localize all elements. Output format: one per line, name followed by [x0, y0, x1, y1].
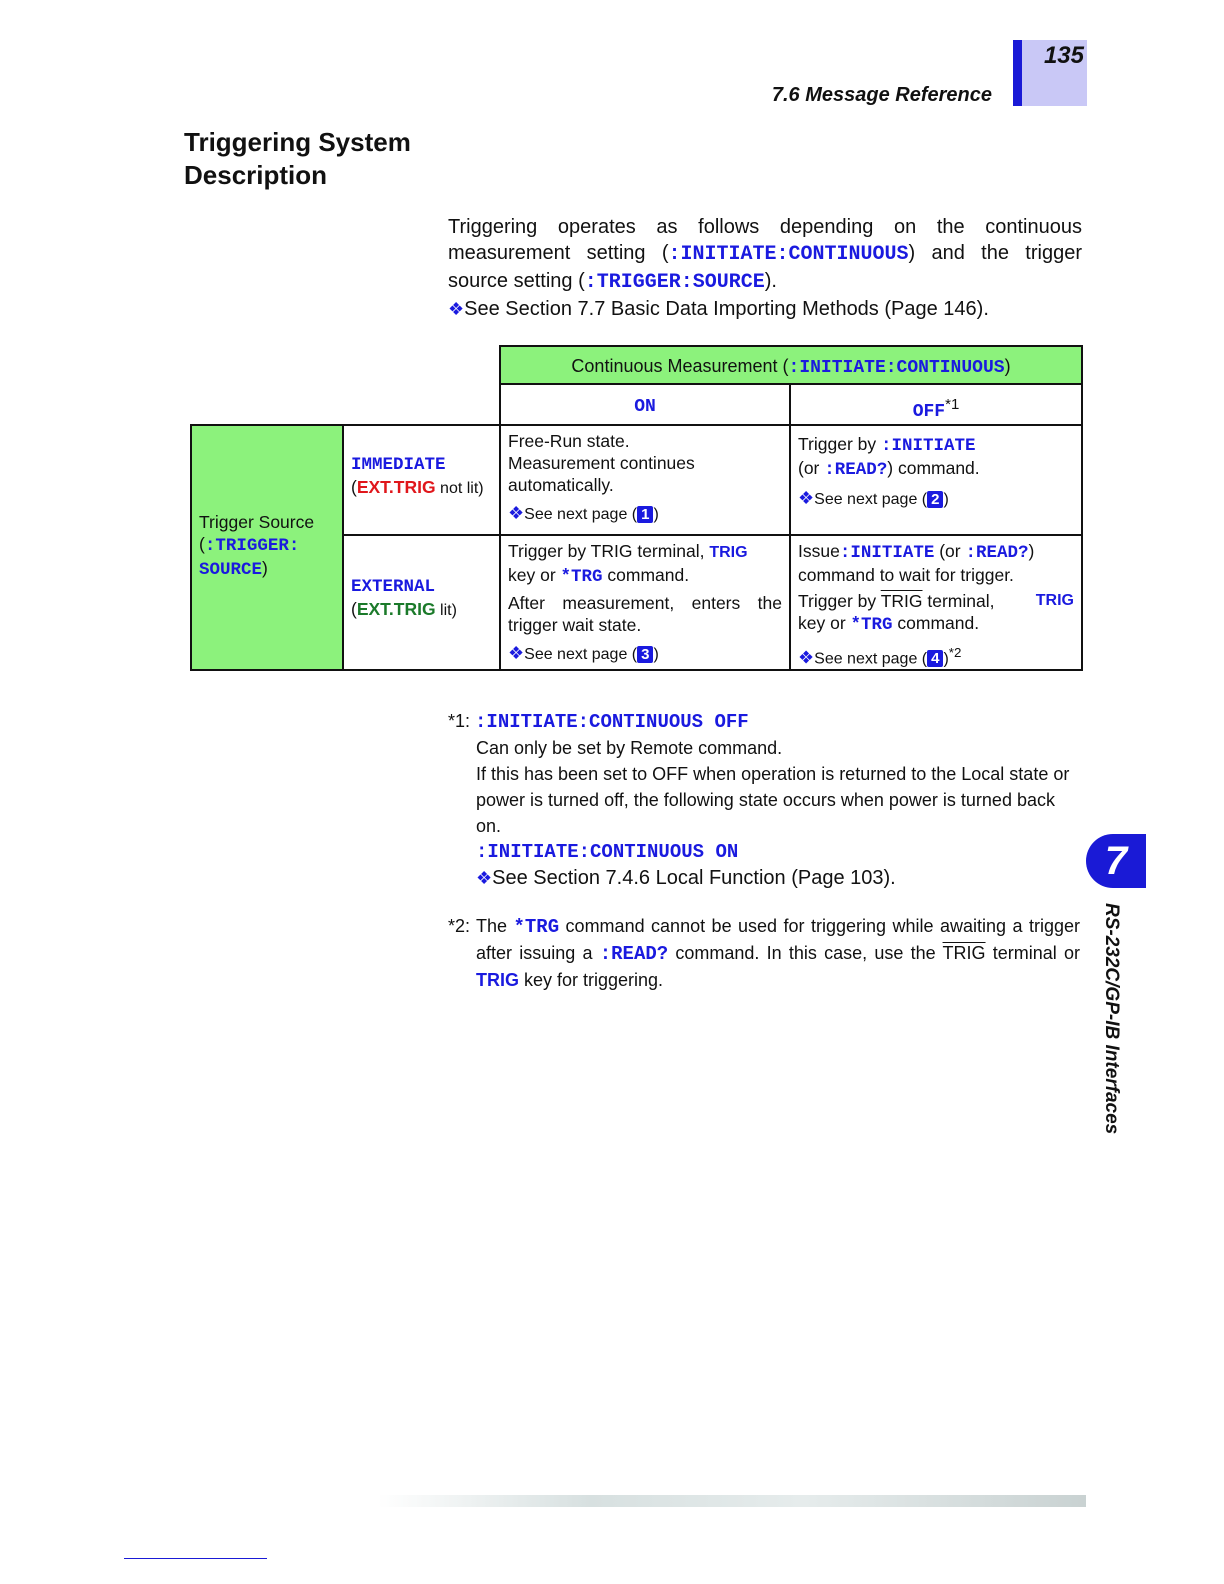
immediate-lamp-state — [351, 476, 492, 500]
trig-key-label: TRIG — [1035, 592, 1074, 609]
trigger-source-label: Trigger Source — [199, 512, 315, 532]
ext-on-line3: After measurement, enters the — [508, 593, 782, 613]
ext-on-line4: trigger wait state. — [508, 615, 642, 635]
page-ref-badge: 4 — [927, 650, 943, 667]
ts-open: ( — [199, 534, 205, 554]
immediate-row-header — [342, 424, 501, 536]
ext-off-l1a: Issue — [798, 541, 840, 561]
ext-off-l1e: ) — [1028, 541, 1035, 561]
trigger-source-cmd-line2 — [199, 557, 335, 581]
note-1-cmd: :INITIATE:CONTINUOUS OFF — [475, 711, 749, 733]
imm-off-line2 — [798, 457, 1074, 481]
paren-close: ) — [653, 646, 659, 663]
reference-bullet-icon: ❖ — [798, 488, 815, 508]
ext-off-l4c: command. — [892, 613, 980, 633]
intro-text — [448, 214, 1082, 322]
trigger-source-header — [190, 424, 344, 671]
see-label: See next page ( — [524, 646, 638, 663]
footer-line — [124, 1558, 267, 1559]
ext-on-l1a: Trigger by TRIG terminal, — [508, 541, 710, 561]
see-next-page-4 — [798, 642, 1074, 670]
ext-off-l4b: *TRG — [850, 615, 893, 635]
note-1-line2: If this has been set to OFF when operation is returned to the Local state or power is turned off, the following state occurs when power is turned back on. — [476, 764, 1070, 836]
intro-paragraph — [448, 214, 1082, 296]
ext-off-l3a: Trigger by — [798, 591, 881, 611]
external-row-header — [342, 534, 501, 671]
ext-trig-lamp-label: EXT.TRIG — [356, 599, 436, 619]
section-header: 7.6 Message Reference — [771, 84, 992, 106]
note-2-m1: *TRG — [513, 916, 560, 938]
page-ref-badge: 3 — [637, 646, 653, 663]
intro-text-1: Triggering operates as follows depending on the continuous measurement setting ( — [448, 216, 1082, 264]
section-title-line2: Description — [184, 160, 328, 190]
cm-cmd: :INITIATE:CONTINUOUS — [788, 358, 1005, 378]
imm-off-l2c: ) command. — [887, 458, 980, 478]
note-2-label: *2: — [448, 916, 471, 936]
paren-close: ) — [943, 491, 949, 508]
trigger-table — [190, 345, 1083, 671]
ext-off-l4a: key or — [798, 613, 851, 633]
ext-off-l1b: :INITIATE — [839, 543, 935, 563]
note-1-label: *1: — [448, 711, 476, 731]
imm-on-line2: Measurement continues — [508, 453, 695, 473]
see-next-page-2 — [798, 487, 1074, 511]
external-lamp-state — [351, 598, 492, 622]
trig-key-label: TRIG — [476, 970, 519, 990]
chapter-label: RS-232C/GP-IB Interfaces — [1101, 903, 1122, 1135]
page-number: 135 — [1043, 42, 1084, 69]
note-2-t3: command. In this case, use the — [668, 943, 943, 963]
intro-text-3: ). — [764, 270, 777, 292]
ext-off-line1 — [798, 540, 1074, 564]
note-2-t6: key for triggering. — [519, 970, 664, 990]
note-2-m2: :READ? — [599, 943, 669, 965]
footer-decoration — [378, 1495, 1086, 1507]
ext-off-line3 — [798, 590, 1074, 612]
note-2-t5: terminal or — [985, 943, 1081, 963]
ext-off-l3c: terminal, — [922, 591, 995, 611]
external-on-cell — [499, 534, 791, 671]
intro-text-2: ) and the trigger source setting ( — [448, 242, 1082, 292]
cm-label: Continuous Measurement ( — [571, 356, 789, 376]
ts-cmd2: SOURCE — [199, 560, 263, 580]
on-label: ON — [634, 397, 656, 417]
footnote-mark-2: *2 — [948, 645, 962, 660]
see-next-page-3 — [508, 642, 782, 666]
ext-on-l2c: command. — [602, 565, 690, 585]
ext-on-l2a: key or — [508, 565, 561, 585]
see-next-page-1 — [508, 502, 782, 526]
trig-terminal-label: TRIG — [942, 943, 986, 963]
note-1-see-text: See Section 7.4.6 Local Function (Page 103). — [492, 867, 896, 889]
see-label: See next page ( — [524, 506, 638, 523]
trig-key-label: TRIG — [709, 544, 748, 561]
ext-off-l1c: (or — [934, 541, 966, 561]
imm-on-line1: Free-Run state. — [508, 431, 630, 451]
imm-off-line1 — [798, 433, 1074, 457]
reference-bullet-icon: ❖ — [508, 503, 525, 523]
note-2 — [448, 913, 1080, 993]
paren-close: ) — [653, 506, 659, 523]
ts-close: ) — [262, 558, 268, 578]
ext-off-line4 — [798, 612, 1074, 636]
off-label: OFF — [912, 402, 946, 422]
ext-off-line2: command to wait for trigger. — [798, 565, 1014, 585]
ext-on-line2 — [508, 564, 782, 588]
section-title-line1: Triggering System — [184, 127, 411, 157]
cm-close: ) — [1004, 356, 1011, 376]
on-column-header — [499, 383, 791, 426]
ext-open: ( — [351, 599, 357, 619]
immediate-on-cell — [499, 424, 791, 536]
intro-cmd-source: :TRIGGER:SOURCE — [584, 271, 765, 294]
footnotes — [448, 708, 1080, 993]
ext-trig-lamp-label: EXT.TRIG — [356, 477, 436, 497]
page-number-bar — [1013, 40, 1022, 106]
paren-close: ) — [943, 650, 949, 668]
note-1-heading — [448, 708, 1080, 735]
page-ref-badge: 1 — [637, 506, 653, 523]
reference-bullet-icon: ❖ — [476, 868, 493, 888]
off-column-header — [789, 383, 1083, 426]
intro-see-text: See Section 7.7 Basic Data Importing Methods (Page 146). — [464, 298, 989, 320]
continuous-measurement-header — [499, 345, 1083, 385]
imm-off-l1a: Trigger by — [798, 434, 881, 454]
note-2-text — [476, 913, 1080, 993]
external-label: EXTERNAL — [351, 577, 436, 597]
off-footnote-mark: *1 — [945, 396, 960, 413]
note-1-cmd2: :INITIATE:CONTINUOUS ON — [476, 841, 739, 863]
imm-on-line3: automatically. — [508, 475, 614, 495]
ext-on-line1 — [508, 540, 782, 564]
see-label: See next page ( — [814, 491, 928, 508]
reference-bullet-icon: ❖ — [508, 643, 525, 663]
page-ref-badge: 2 — [927, 491, 943, 508]
imm-off-l1b: :INITIATE — [881, 436, 976, 456]
imm-off-l2b: :READ? — [824, 460, 888, 480]
imm-off-l2a: (or — [798, 458, 825, 478]
external-off-cell — [789, 534, 1083, 671]
chapter-tab: 7 — [1086, 834, 1146, 888]
intro-cmd-continuous: :INITIATE:CONTINUOUS — [668, 243, 909, 266]
imm-state: not lit) — [435, 480, 484, 497]
ext-off-l1d: :READ? — [965, 543, 1029, 563]
trigger-source-cmd-line1 — [199, 533, 335, 557]
see-label: See next page ( — [814, 650, 928, 668]
intro-see-reference — [448, 296, 1082, 322]
ts-cmd1: :TRIGGER: — [204, 536, 300, 556]
note-2-t1: The — [476, 916, 514, 936]
note-1-see — [448, 865, 1080, 891]
reference-bullet-icon: ❖ — [798, 647, 815, 668]
reference-bullet-icon: ❖ — [448, 299, 465, 319]
note-1-line1: Can only be set by Remote command. — [476, 738, 783, 758]
section-title — [184, 126, 411, 192]
immediate-off-cell — [789, 424, 1083, 536]
trig-terminal-label: TRIG — [880, 591, 923, 611]
ext-on-l2b: *TRG — [560, 567, 603, 587]
imm-open: ( — [351, 477, 357, 497]
immediate-label: IMMEDIATE — [351, 455, 446, 475]
ext-state: lit) — [435, 602, 457, 619]
note-2-t2: command cannot be used for triggering while awaiting a trigger after issuing a — [476, 916, 1080, 963]
